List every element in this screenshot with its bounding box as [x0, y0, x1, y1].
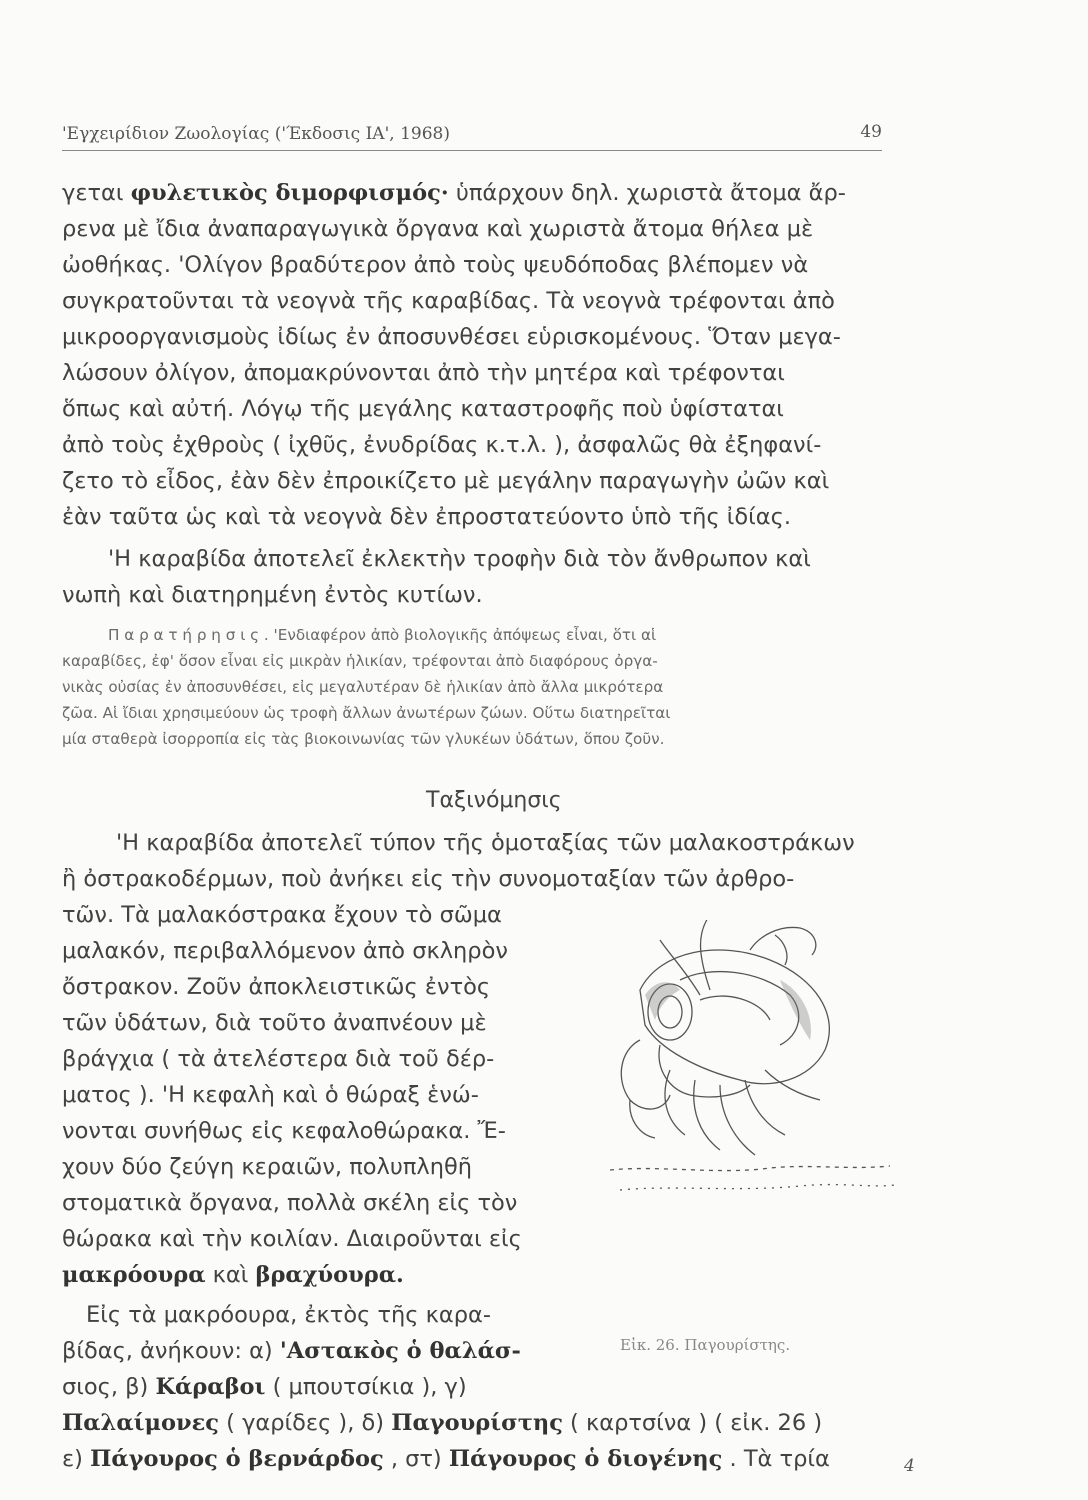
text-line: νονται συνήθως εἰς κεφαλοθώρακα. Ἔ-: [62, 1118, 506, 1144]
bold-term: Παλαίμονες: [62, 1410, 220, 1436]
text-line: ε) Πάγουρος ὁ βερνάρδος , στ) Πάγουρος ὁ διογένης . Τὰ τρία: [62, 1446, 830, 1472]
bold-term: 'Αστακὸς ὁ θαλάσ-: [279, 1338, 521, 1364]
text-line: ρενα μὲ ἴδια ἀναπαραγωγικὰ ὄργανα καὶ χωριστὰ ἄτομα θήλεα μὲ: [62, 216, 814, 242]
text-line: ζετο τὸ εἶδος, ἐὰν δὲν ἐπροικίζετο μὲ μεγάλην παραγωγὴν ὠῶν καὶ: [62, 468, 830, 494]
text-line: σιος, β) Κάραβοι ( μπουτσίκια ), γ): [62, 1374, 467, 1400]
text-line: λώσουν ὀλίγον, ἀπομακρύνονται ἀπὸ τὴν μητέρα καὶ τρέφονται: [62, 360, 785, 386]
text-line: βράγχια ( τὰ ἀτελέστερα διὰ τοῦ δέρ-: [62, 1046, 495, 1072]
note-line: Π α ρ α τ ή ρ η σ ι ς . 'Ενδιαφέρον ἀπὸ βιολογικῆς ἀπόψεως εἶναι, ὅτι αἱ: [108, 626, 657, 644]
text-line: 'Η καραβίδα ἀποτελεῖ τύπον τῆς ὁμοταξίας τῶν μαλακοστράκων: [116, 830, 855, 856]
text-line: ὅπως καὶ αὐτή. Λόγῳ τῆς μεγάλης καταστροφῆς ποὺ ὑφίσταται: [62, 396, 784, 422]
bold-term: φυλετικὸς διμορφισμός·: [130, 180, 449, 206]
note-line: ζῶα. Αἱ ἴδιαι χρησιμεύουν ὡς τροφὴ ἄλλων ἀνωτέρων ζώων. Οὕτω διατηρεῖται: [62, 704, 671, 722]
note-line: νικὰς οὐσίας ἐν ἀποσυνθέσει, εἰς μεγαλυτέραν δὲ ἡλικίαν ἀπὸ ἄλλα μικρότερα: [62, 678, 664, 696]
running-header: [62, 124, 892, 150]
bold-term: Κάραβοι: [155, 1374, 266, 1400]
text-line: Εἰς τὰ μακρόουρα, ἐκτὸς τῆς καρα-: [86, 1302, 491, 1328]
text-line: ματος ). 'Η κεφαλὴ καὶ ὁ θώραξ ἑνώ-: [62, 1082, 479, 1108]
text-line: ὠοθήκας. 'Ολίγον βραδύτερον ἀπὸ τοὺς ψευδόποδας βλέπομεν νὰ: [62, 252, 809, 278]
text-line: τῶν. Τὰ μαλακόστρακα ἔχουν τὸ σῶμα: [62, 902, 502, 928]
note-label: Π α ρ α τ ή ρ η σ ι ς .: [108, 626, 269, 644]
text-line: γεται φυλετικὸς διμορφισμός· ὑπάρχουν δηλ. χωριστὰ ἄτομα ἄρ-: [62, 180, 846, 206]
text-line: Παλαίμονες ( γαρίδες ), δ) Παγουρίστης ( καρτσίνα ) ( εἰκ. 26 ): [62, 1410, 823, 1436]
bold-term: Πάγουρος ὁ διογένης: [448, 1446, 723, 1472]
text-line: βίδας, ἀνήκουν: α) 'Αστακὸς ὁ θαλάσ-: [62, 1338, 521, 1364]
bold-term: Πάγουρος ὁ βερνάρδος: [90, 1446, 384, 1472]
text-line: ἐὰν ταῦτα ὡς καὶ τὰ νεογνὰ δὲν ἐπροστατεύοντο ὑπὸ τῆς ἰδίας.: [62, 504, 791, 530]
section-heading: Ταξινόμησις: [426, 788, 562, 813]
text-line: μακρόουρα καὶ βραχύουρα.: [62, 1262, 404, 1288]
bold-term: Παγουρίστης: [391, 1410, 563, 1436]
text-line: ἢ ὀστρακοδέρμων, ποὺ ἀνήκει εἰς τὴν συνομοταξίαν τῶν ἀρθρο-: [62, 866, 795, 892]
text-line: νωπὴ καὶ διατηρημένη ἐντὸς κυτίων.: [62, 582, 483, 608]
text-line: 'Η καραβίδα ἀποτελεῖ ἐκλεκτὴν τροφὴν διὰ τὸν ἄνθρωπον καὶ: [108, 546, 811, 572]
bold-term: μακρόουρα: [62, 1262, 206, 1288]
text-line: τῶν ὑδάτων, διὰ τοῦτο ἀναπνέουν μὲ: [62, 1010, 487, 1036]
text-line: ἀπὸ τοὺς ἐχθροὺς ( ἰχθῦς, ἐνυδρίδας κ.τ.λ. ), ἀσφαλῶς θὰ ἐξηφανί-: [62, 432, 822, 458]
header-rule: [62, 150, 882, 151]
figure-caption: Εἰκ. 26. Παγουρίστης.: [620, 1336, 791, 1354]
corner-mark: 4: [904, 1456, 915, 1476]
text-line: μαλακόν, περιβαλλόμενον ἀπὸ σκληρὸν: [62, 938, 508, 964]
text-line: μικροοργανισμοὺς ἰδίως ἐν ἀποσυνθέσει εὑρισκομένους. Ὅταν μεγα-: [62, 324, 841, 350]
note-line: μία σταθερὰ ἰσορροπία εἰς τὰς βιοκοινωνίας τῶν γλυκέων ὑδάτων, ὅπου ζοῦν.: [62, 730, 665, 748]
header-title: 'Εγχειρίδιον Ζωολογίας ('Έκδοσις ΙΑ', 1968): [62, 124, 450, 144]
page-number: 49: [860, 122, 882, 142]
note-line: καραβίδες, ἐφ' ὅσον εἶναι εἰς μικρὰν ἡλικίαν, τρέφονται ἀπὸ διαφόρους ὀργα-: [62, 652, 658, 670]
text-line: ὄστρακον. Ζοῦν ἀποκλειστικῶς ἐντὸς: [62, 974, 491, 1000]
text-line: θώρακα καὶ τὴν κοιλίαν. Διαιροῦνται εἰς: [62, 1226, 522, 1252]
text-line: χουν δύο ζεύγη κεραιῶν, πολυπληθῆ: [62, 1154, 473, 1180]
text-line: συγκρατοῦνται τὰ νεογνὰ τῆς καραβίδας. Τὰ νεογνὰ τρέφονται ἀπὸ: [62, 288, 835, 314]
text-line: στοματικὰ ὄργανα, πολλὰ σκέλη εἰς τὸν: [62, 1190, 518, 1216]
bold-term: βραχύουρα.: [255, 1262, 404, 1288]
hermit-crab-illustration: [600, 920, 900, 1210]
